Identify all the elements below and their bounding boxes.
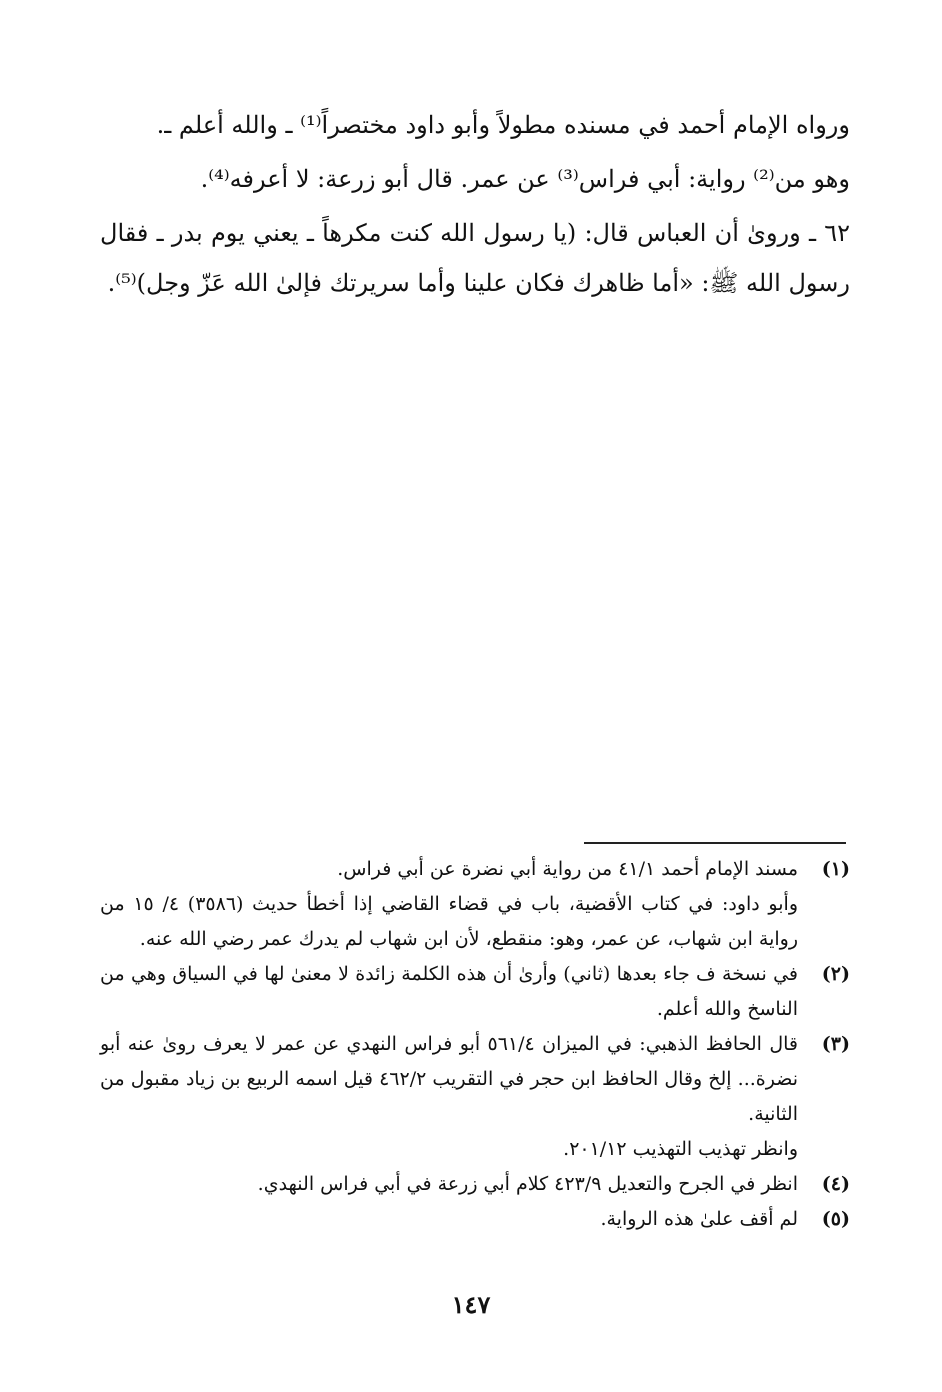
footnote-line: في نسخة ف جاء بعدها (ثاني) وأرىٰ أن هذه الكلمة زائدة لا معنىٰ لها في السياق وهي من الناسخ والله أعلم.: [100, 963, 798, 1020]
footnote-number: (٣): [821, 1033, 850, 1055]
footnote-separator: [584, 842, 846, 844]
footnotes: [100, 852, 850, 1237]
paragraph-2: وهو من⁽²⁾ رواية: أبي فراس⁽³⁾ عن عمر. قال أبو زرعة: لا أعرفه⁽⁴⁾.: [200, 165, 850, 193]
footnote-1: [100, 852, 850, 957]
footnote-5: [100, 1202, 850, 1237]
page-number: ١٤٧: [451, 1290, 491, 1319]
footnote-2: [100, 957, 850, 1027]
paragraph-1: ورواه الإمام أحمد في مسنده مطولاً وأبو داود مختصراً⁽¹⁾ ـ والله أعلم ـ.: [156, 111, 850, 139]
footnote-number: (١): [821, 858, 850, 880]
footnote-line: وأبو داود: في كتاب الأقضية، باب في قضاء القاضي إذا أخطأ حديث (٣٥٨٦) ٤/ ١٥ من رواية ابن شهاب، عن عمر، وهو: منقطع، لأن ابن شهاب لم يدرك عمر رضي الله عنه.: [100, 893, 798, 950]
footnote-line: مسند الإمام أحمد ٤١/١ من رواية أبي نضرة عن أبي فراس.: [337, 858, 798, 880]
main-text: [100, 100, 850, 312]
footnote-number: (٢): [821, 963, 850, 985]
footnote-line: قال الحافظ الذهبي: في الميزان ٥٦١/٤ أبو فراس النهدي عن عمر لا يعرف روىٰ عنه أبو نضرة... إلخ وقال الحافظ ابن حجر في التقريب ٤٦٢/٢ قيل اسمه الربيع بن زياد مقبول من الثانية.: [100, 1033, 798, 1125]
footnote-number: (٥): [821, 1208, 850, 1230]
footnote-3: [100, 1027, 850, 1167]
paragraph-3: ٦٢ ـ وروىٰ أن العباس قال: (يا رسول الله كنت مكرهاً ـ يعني يوم بدر ـ فقال رسول الله ﷺ: «أما ظاهرك فكان علينا وأما سريرتك فإلىٰ الله عَزّ وجل)⁽⁵⁾.: [100, 219, 850, 297]
footnote-number: (٤): [821, 1173, 850, 1195]
footnote-line: لم أقف علىٰ هذه الرواية.: [600, 1208, 798, 1230]
footnote-line: وانظر تهذيب التهذيب ٢٠١/١٢.: [563, 1138, 798, 1160]
footnote-4: [100, 1167, 850, 1202]
footnote-line: انظر في الجرح والتعديل ٤٢٣/٩ كلام أبي زرعة في أبي فراس النهدي.: [257, 1173, 798, 1195]
